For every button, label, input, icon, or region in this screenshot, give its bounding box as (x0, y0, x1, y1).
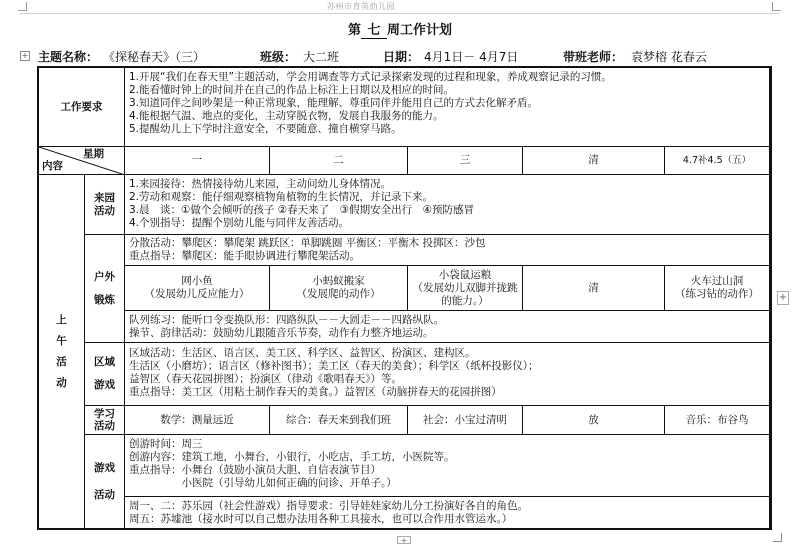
outdoor-game-fri[interactable] (665, 266, 770, 311)
date-value: 4月1日－ 4月7日 (424, 50, 519, 64)
area-item: 区域活动：生活区、语言区、美工区、科学区、益智区、扮演区、建构区。 (129, 347, 476, 359)
outdoor-game-name: 小蚂蚁搬家 (312, 275, 365, 287)
outdoor-game-name: 小袋鼠运粮 (438, 268, 492, 281)
add-column-icon[interactable]: + (778, 292, 788, 303)
requirements-cell[interactable] (125, 68, 770, 147)
class-label: 班级： (260, 50, 297, 64)
outdoor-label: 锻炼 (94, 293, 115, 306)
day-header-text: 4.7补4.5（五） (682, 155, 752, 166)
area-label: 区域 (94, 356, 115, 368)
weekly-game-cell[interactable] (125, 497, 770, 530)
outdoor-game-name: 清 (588, 281, 599, 294)
requirement-item: 4.能根据气温、地点的变化，主动穿脱衣物，发展自我服务的能力。 (129, 110, 444, 122)
arrival-label-cell (85, 175, 125, 235)
learning-item: 综合：春天来到我们班 (286, 413, 391, 426)
morning-activity-label (39, 175, 85, 530)
outdoor-item: 分散活动：攀爬区：攀爬架 跳跃区：单脚跳圈 平衡区：平衡木 投掷区：沙包 (129, 237, 486, 249)
game-item: 重点指导：小舞台（鼓励小演员大胆、自信表演节目） (129, 464, 381, 476)
morning-label-char: 活 (56, 356, 67, 368)
weekly-plan-table (37, 66, 772, 530)
requirements-label-cell (39, 68, 125, 147)
theme-label: 主题名称： (38, 50, 99, 64)
arrival-label: 来园 (94, 191, 115, 204)
title-week-number: 七 (361, 19, 387, 39)
week-content-header-cell (39, 147, 125, 175)
outdoor-game-mon[interactable] (125, 266, 270, 311)
area-label: 游戏 (94, 379, 115, 391)
theme-value: 《探秘春天》（三） (103, 50, 206, 64)
game-item: 周一、二：苏乐园（社会性游戏）指导要求：引导娃娃家幼儿分工扮演好各自的角色。 (129, 500, 528, 512)
morning-label-char: 上 (56, 314, 67, 326)
arrival-item: 1.来园接待：热情接待幼儿来园，主动问幼儿身体情况。 (129, 178, 392, 190)
day-header-text: 二 (333, 154, 344, 166)
outdoor-dispersed-cell[interactable] (125, 235, 770, 266)
date-label: 日期： (383, 50, 420, 64)
learning-label-cell (85, 406, 125, 435)
day-header-tue (270, 147, 408, 175)
arrival-cell[interactable] (125, 175, 770, 235)
table-move-handle-icon[interactable]: + (21, 51, 29, 60)
morning-label-char: 动 (56, 377, 67, 389)
add-row-icon[interactable]: + (397, 536, 411, 544)
arrival-item: 4.个别指导：提醒个别幼儿能与同伴友善活动。 (129, 217, 350, 229)
table-resize-handle-icon[interactable] (773, 533, 782, 542)
day-header-text: 一 (191, 154, 203, 166)
learning-mon[interactable] (125, 406, 270, 435)
area-item: 生活区（小磨坊）；语言区（修补图书）；美工区（春天的美食）；科学区（纸杯投影仪）； (129, 360, 539, 372)
margin-corner-mark (772, 2, 781, 11)
class-value: 大二班 (303, 50, 340, 64)
arrival-item: 2.劳动和观察：能仔细观察植物角植物的生长情况，并记录下来。 (129, 191, 434, 203)
outdoor-game-goal: （发展幼儿双脚并拢跳的能力。） (412, 281, 518, 307)
game-label-cell (85, 435, 125, 530)
learning-fri[interactable] (665, 406, 770, 435)
creative-game-cell[interactable] (125, 435, 770, 497)
learning-item: 社会：小宝过清明 (423, 414, 507, 426)
area-item: 重点指导：美工区（用粘土制作春天的美食。）益智区（动脑拼春天的花园拼图） (129, 386, 502, 398)
outdoor-game-thu[interactable] (523, 266, 665, 311)
learning-tue[interactable] (270, 406, 408, 435)
outdoor-item: 队列练习：能听口令变换队形：四路纵队－－大圆走－－四路纵队。 (129, 314, 444, 326)
day-header-fri (665, 147, 770, 175)
outdoor-game-goal: （练习钻的动作） (675, 288, 759, 300)
outdoor-item: 操节、韵律活动：鼓励幼儿跟随音乐节奏，动作有力整齐地运动。 (129, 327, 434, 339)
title-prefix: 第 (347, 23, 361, 38)
game-item: 创游时间：周三 (129, 438, 203, 450)
title-suffix: 周工作计划 (387, 23, 453, 38)
outdoor-formation-cell[interactable] (125, 311, 770, 343)
arrival-label: 活动 (94, 204, 115, 217)
learning-item: 数学：测量远近 (160, 413, 234, 426)
teacher-value: 袁梦榕 花春云 (631, 50, 707, 64)
outdoor-game-name: 火车过山洞 (690, 275, 744, 287)
day-header-text: 三 (459, 154, 471, 166)
document-title (0, 19, 800, 39)
learning-item: 放 (588, 413, 599, 426)
game-item: 周五：苏墟池（接水时可以自己想办法用各种工具接水，也可以合作用水管运水。） (129, 513, 513, 525)
week-header-label: 星期 (83, 148, 104, 160)
learning-thu[interactable] (523, 406, 665, 435)
area-label-cell (85, 343, 125, 406)
day-header-mon (125, 147, 270, 175)
requirement-item: 5.提醒幼儿上下学时注意安全，不要随意、撞自横穿马路。 (129, 123, 402, 135)
learning-item: 音乐：布谷鸟 (685, 413, 749, 426)
outdoor-game-goal: （发展幼儿反应能力） (144, 288, 250, 300)
outdoor-label-cell (85, 235, 125, 343)
area-item: 益智区（春天花园拼图）；扮演区（律动《歌唱春天》）等。 (129, 373, 402, 385)
game-label: 游戏 (94, 462, 115, 474)
requirement-item: 2.能看懂时钟上的时间并在自己的作品上标注上日期以及相应的时间。 (129, 84, 455, 96)
game-item: 小医院（引导幼儿如何正确的问诊、开单子。） (129, 477, 397, 489)
requirements-label: 工作要求 (60, 100, 103, 113)
outdoor-game-goal: （发展爬的动作） (296, 288, 381, 300)
learning-label: 学习 (94, 408, 115, 420)
game-item: 创游内容：建筑工地，小舞台，小银行，小吃店，手工坊，小医院等。 (129, 451, 455, 463)
header-divider (20, 13, 780, 14)
morning-label-char: 午 (56, 335, 67, 347)
outdoor-game-tue[interactable] (270, 266, 408, 311)
outdoor-game-name: 网小鱼 (181, 275, 213, 287)
teacher-label: 带班老师： (563, 50, 624, 64)
learning-wed[interactable] (408, 406, 523, 435)
requirement-item: 3.知道同伴之间吵架是一种正常现象，能理解、尊重同伴并能用自己的方式去化解矛盾。 (129, 97, 539, 109)
learning-label: 活动 (94, 420, 115, 432)
page-header (0, 0, 800, 14)
outdoor-item: 重点指导：攀爬区：能手眼协调进行攀爬架活动。 (129, 250, 360, 262)
margin-corner-mark (18, 2, 27, 11)
arrival-item: 3.晨 谈：①做个会倾听的孩子 ②春天来了 ③假期安全出行 ④预防感冒 (129, 204, 475, 216)
content-header-label: 内容 (42, 160, 63, 172)
requirement-item: 1.开展“我们在春天里”主题活动，学会用调查等方式记录探索发现的过程和现象，养成观察记录的习惯。 (129, 71, 612, 83)
day-header-text: 清 (588, 154, 599, 166)
game-label: 活动 (94, 489, 115, 501)
day-header-wed (408, 147, 523, 175)
plan-info-row (38, 48, 778, 64)
outdoor-game-wed[interactable] (408, 266, 523, 311)
outdoor-label: 户外 (94, 270, 115, 283)
day-header-thu (523, 147, 665, 175)
area-cell[interactable] (125, 343, 770, 406)
header-text: 苏州市育英幼儿园 (327, 2, 395, 11)
